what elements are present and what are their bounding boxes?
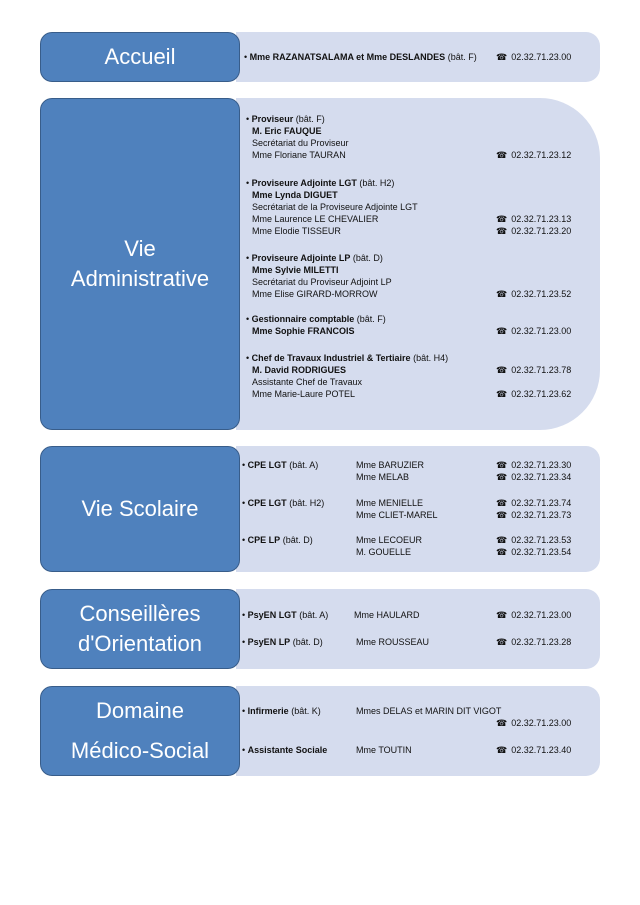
- bullet-icon: •: [242, 498, 246, 508]
- role-assistante-sociale: • Assistante Sociale: [242, 745, 328, 755]
- bullet-icon: •: [244, 52, 248, 62]
- phone-icon: ☎: [496, 745, 508, 755]
- section-panel-vie-administrative: [236, 98, 600, 430]
- person-name: Mme ROUSSEAU: [356, 637, 430, 647]
- phone-icon: ☎: [496, 547, 508, 557]
- person-name: M. David RODRIGUES: [252, 365, 347, 375]
- bullet-icon: •: [246, 353, 250, 363]
- phone-number: ☎ 02.32.71.23.62: [496, 389, 572, 399]
- role-infirmerie: • Infirmerie (bât. K): [242, 706, 321, 716]
- role-cpe: • CPE LGT (bât. H2): [242, 498, 325, 508]
- section-title-vie-scolaire: Vie Scolaire: [40, 446, 240, 572]
- phone-number: ☎ 02.32.71.23.28: [496, 637, 572, 647]
- phone-number: ☎ 02.32.71.23.78: [496, 365, 572, 375]
- phone-icon: ☎: [496, 326, 508, 336]
- secretariat-label: Secrétariat du Proviseur Adjoint LP: [252, 277, 392, 287]
- phone-icon: ☎: [496, 718, 508, 728]
- phone-icon: ☎: [496, 289, 508, 299]
- bullet-icon: •: [242, 610, 246, 620]
- bullet-icon: •: [242, 460, 246, 470]
- person-name: Mme Elise GIRARD-MORROW: [252, 289, 378, 299]
- person-name: M. Eric FAUQUE: [252, 126, 322, 136]
- phone-number: ☎ 02.32.71.23.34: [496, 472, 572, 482]
- phone-number: ☎ 02.32.71.23.74: [496, 498, 572, 508]
- role-proviseure-adjointe-lgt: • Proviseure Adjointe LGT (bât. H2): [246, 178, 395, 188]
- phone-number: ☎ 02.32.71.23.00: [496, 52, 572, 62]
- secretariat-label: Assistante Chef de Travaux: [252, 377, 363, 387]
- bullet-icon: •: [242, 745, 246, 755]
- phone-icon: ☎: [496, 535, 508, 545]
- phone-icon: ☎: [496, 365, 508, 375]
- phone-number: ☎ 02.32.71.23.30: [496, 460, 572, 470]
- section-title-medico-social: Domaine Médico-Social: [40, 686, 240, 776]
- phone-number: ☎ 02.32.71.23.13: [496, 214, 572, 224]
- person-name: Mme TOUTIN: [356, 745, 412, 755]
- phone-icon: ☎: [496, 52, 508, 62]
- phone-icon: ☎: [496, 610, 508, 620]
- role-psyen: • PsyEN LGT (bât. A): [242, 610, 329, 620]
- person-name: Mme MENIELLE: [356, 498, 424, 508]
- person-name: Mme Sylvie MILETTI: [252, 265, 339, 275]
- section-vie-administrative: [40, 98, 600, 430]
- person-name: Mme MELAB: [356, 472, 410, 482]
- phone-number: ☎ 02.32.71.23.00: [496, 326, 572, 336]
- phone-icon: ☎: [496, 637, 508, 647]
- person-name: Mme HAULARD: [354, 610, 420, 620]
- person-name: Mme LECOEUR: [356, 535, 423, 545]
- person-name: Mmes DELAS et MARIN DIT VIGOT: [356, 706, 502, 716]
- bullet-icon: •: [246, 114, 250, 124]
- role-cpe: • CPE LP (bât. D): [242, 535, 313, 545]
- phone-icon: ☎: [496, 498, 508, 508]
- person-name: Mme Floriane TAURAN: [252, 150, 346, 160]
- phone-icon: ☎: [496, 510, 508, 520]
- phone-number: ☎ 02.32.71.23.52: [496, 289, 572, 299]
- role-proviseure-adjointe-lp: • Proviseure Adjointe LP (bât. D): [246, 253, 383, 263]
- person-name: Mme CLIET-MAREL: [356, 510, 438, 520]
- accueil-entry: • Mme RAZANATSALAMA et Mme DESLANDES (bât. F): [244, 52, 477, 62]
- section-panel-orientation: [236, 589, 600, 669]
- bullet-icon: •: [246, 253, 250, 263]
- bullet-icon: •: [242, 535, 246, 545]
- secretariat-label: Secrétariat du Proviseur: [252, 138, 349, 148]
- section-panel-medico-social: [236, 686, 600, 776]
- phone-number: ☎ 02.32.71.23.00: [496, 718, 572, 728]
- bullet-icon: •: [246, 178, 250, 188]
- phone-number: ☎ 02.32.71.23.00: [496, 610, 572, 620]
- bullet-icon: •: [242, 637, 246, 647]
- person-name: Mme Lynda DIGUET: [252, 190, 338, 200]
- phone-number: ☎ 02.32.71.23.54: [496, 547, 572, 557]
- person-name: Mme Laurence LE CHEVALIER: [252, 214, 379, 224]
- phone-number: ☎ 02.32.71.23.40: [496, 745, 572, 755]
- phone-icon: ☎: [496, 226, 508, 236]
- phone-icon: ☎: [496, 389, 508, 399]
- person-name: M. GOUELLE: [356, 547, 412, 557]
- phone-icon: ☎: [496, 472, 508, 482]
- role-chef-de-travaux: • Chef de Travaux Industriel & Tertiaire (bât. H4): [246, 353, 449, 363]
- role-psyen: • PsyEN LP (bât. D): [242, 637, 323, 647]
- person-name: Mme Marie-Laure POTEL: [252, 389, 356, 399]
- section-orientation: [40, 589, 600, 669]
- person-name: Mme BARUZIER: [356, 460, 425, 470]
- section-panel-accueil: [236, 32, 600, 82]
- phone-number: ☎ 02.32.71.23.73: [496, 510, 572, 520]
- person-name: Mme Sophie FRANCOIS: [252, 326, 355, 336]
- section-medico-social: [40, 686, 600, 776]
- bullet-icon: •: [246, 314, 250, 324]
- role-cpe: • CPE LGT (bât. A): [242, 460, 319, 470]
- phone-icon: ☎: [496, 150, 508, 160]
- secretariat-label: Secrétariat de la Proviseure Adjointe LGT: [252, 202, 418, 212]
- section-vie-scolaire: [40, 446, 600, 572]
- section-title-accueil: Accueil: [40, 32, 240, 82]
- section-title-orientation: Conseillères d'Orientation: [40, 589, 240, 669]
- section-panel-vie-scolaire: [236, 446, 600, 572]
- bullet-icon: •: [242, 706, 246, 716]
- phone-icon: ☎: [496, 460, 508, 470]
- phone-number: ☎ 02.32.71.23.12: [496, 150, 572, 160]
- role-gestionnaire-comptable: • Gestionnaire comptable (bât. F): [246, 314, 386, 324]
- phone-icon: ☎: [496, 214, 508, 224]
- phone-number: ☎ 02.32.71.23.53: [496, 535, 572, 545]
- section-accueil: [40, 32, 600, 82]
- person-name: Mme Elodie TISSEUR: [252, 226, 341, 236]
- role-proviseur: • Proviseur (bât. F): [246, 114, 325, 124]
- section-title-vie-administrative: Vie Administrative: [40, 98, 240, 430]
- phone-number: ☎ 02.32.71.23.20: [496, 226, 572, 236]
